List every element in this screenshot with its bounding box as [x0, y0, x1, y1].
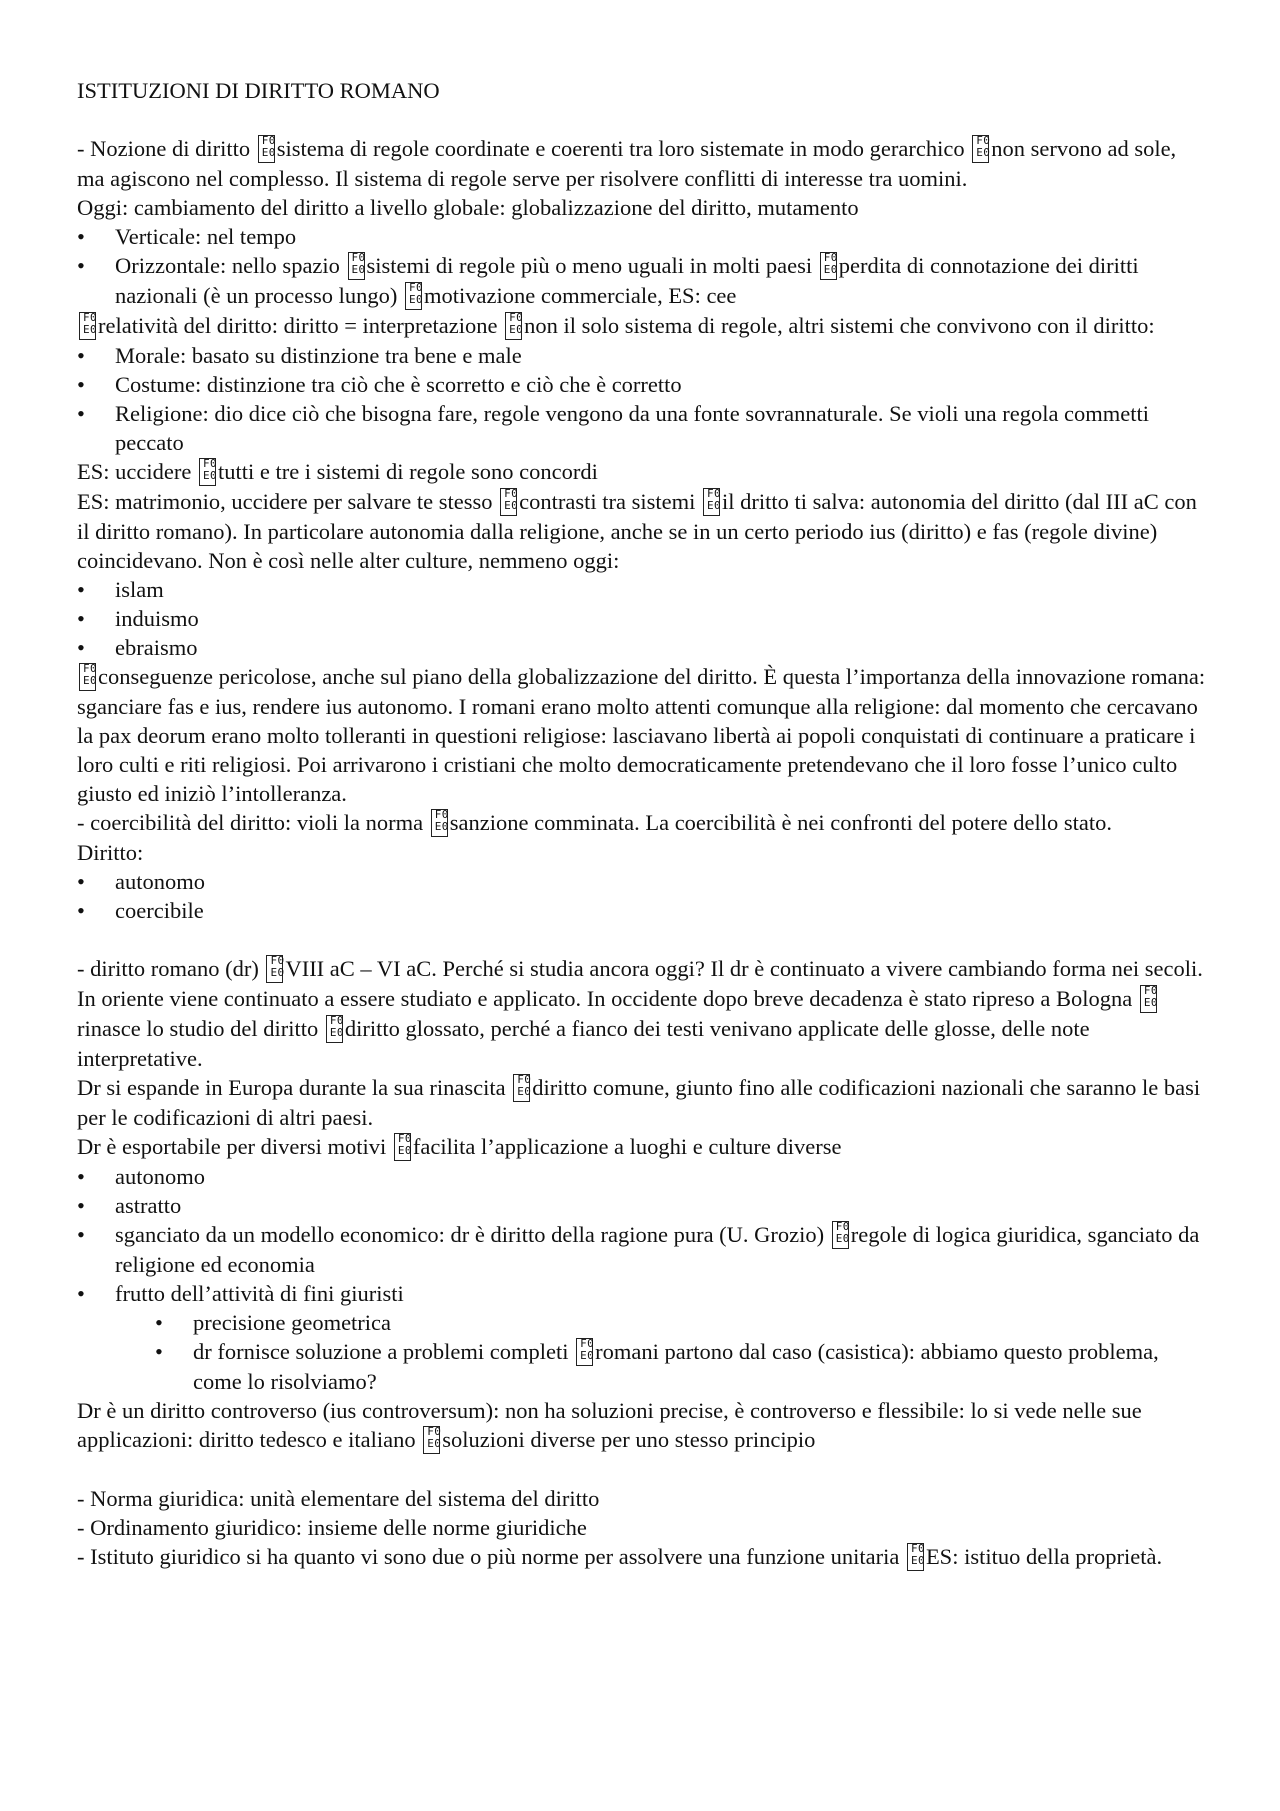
arrow-glyph-icon: F 0 E 0: [512, 1073, 531, 1103]
paragraph-es-uccidere: ES: uccidere F 0 E 0 tutti e tre i sistemi di regole sono concordi: [77, 457, 1207, 487]
list-item: • induismo: [77, 604, 1207, 633]
paragraph-diritto-romano: - diritto romano (dr) F 0 E 0 VIII aC – VI aC. Perché si studia ancora oggi? Il dr è continuato a vivere cambiando forma nei secoli. In oriente viene continuato a essere studiato e applicato. In occidente dopo breve decadenza è stato ripreso a Bologna F 0 E 0 rinasce lo studio del diritto F 0 E 0 diritto glossato, perché a fianco dei testi venivano applicate delle glosse, delle note interpretative.: [77, 954, 1203, 1071]
arrow-glyph-icon: F 0 E 0: [198, 457, 217, 487]
paragraph-diritto: Diritto:: [77, 840, 144, 865]
list-sistemi: [77, 341, 1207, 457]
arrow-glyph-icon: F 0 E 0: [393, 1132, 412, 1162]
list-item: • Morale: basato su distinzione tra bene e male: [77, 341, 1207, 370]
list-item: • autonomo: [77, 867, 1207, 896]
arrow-glyph-icon: F 0 E 0: [499, 487, 518, 517]
arrow-glyph-icon: F 0 E 0: [831, 1220, 850, 1250]
document-page: [77, 76, 1207, 1572]
arrow-glyph-icon: F 0 E 0: [430, 808, 449, 838]
arrow-glyph-icon: F 0 E 0: [347, 251, 366, 281]
arrow-glyph-icon: F 0 E 0: [971, 134, 990, 164]
arrow-glyph-icon: F 0 E 0: [265, 954, 284, 984]
list-item: • sganciato da un modello economico: dr è diritto della ragione pura (U. Grozio) F 0 E 0 regole di logica giuridica, sganciato da religione ed economia: [77, 1220, 1207, 1279]
paragraph-istituto: - Istituto giuridico si ha quanto vi sono due o più norme per assolvere una funzione unitaria F 0 E 0 ES: istituo della proprietà.: [77, 1542, 1207, 1572]
arrow-glyph-icon: F 0 E 0: [702, 487, 721, 517]
arrow-glyph-icon: F 0 E 0: [404, 281, 423, 311]
paragraph-conseguenze: F 0 E 0 conseguenze pericolose, anche sul piano della globalizzazione del diritto. È questa l’importanza della innovazione romana: sganciare fas e ius, rendere ius autonomo. I romani erano molto attenti comunque alla religione: dal momento che cercavano la pax deorum erano molto tolleranti in questioni religiose: lasciavano libertà ai popoli conquistati di continuare a praticare i loro culti e riti religiosi. Poi arrivarono i cristiani che molto democraticamente pretendevano che il loro fosse l’unico culto giusto ed iniziò l’intolleranza.: [77, 662, 1206, 806]
list-item: • Verticale: nel tempo: [77, 222, 1207, 251]
arrow-glyph-icon: F 0 E 0: [906, 1542, 925, 1572]
arrow-glyph-icon: F 0 E 0: [1139, 984, 1158, 1014]
list-religioni: [77, 575, 1207, 662]
list-item: • Orizzontale: nello spazio F 0 E 0 sistemi di regole più o meno uguali in molti paesi F 0 E 0 perdita di connotazione dei diritti nazionali (è un processo lungo) F 0 E 0 motivazione commerciale, ES: cee: [77, 251, 1207, 311]
list-item: • dr fornisce soluzione a problemi completi F 0 E 0 romani partono dal caso (casistica): abbiamo questo problema, come lo risolviamo?: [155, 1337, 1207, 1396]
list-item: • autonomo: [77, 1162, 1207, 1191]
paragraph-coercibilita: - coercibilità del diritto: violi la norma F 0 E 0 sanzione comminata. La coercibilità è nei confronti del potere dello stato.: [77, 808, 1207, 838]
paragraph-nozione: - Nozione di diritto F 0 E 0 sistema di regole coordinate e coerenti tra loro sistemate in modo gerarchico F 0 E 0 non servono ad sole, ma agiscono nel complesso. Il sistema di regole serve per risolvere conflitti di interesse tra uomini.: [77, 134, 1177, 191]
paragraph-ordinamento: - Ordinamento giuridico: insieme delle norme giuridiche: [77, 1515, 587, 1540]
arrow-glyph-icon: F 0 E 0: [422, 1425, 441, 1455]
list-item: • Costume: distinzione tra ciò che è scorretto e ciò che è corretto: [77, 370, 1207, 399]
spacer: [77, 1455, 1207, 1484]
list-diritto: [77, 867, 1207, 925]
paragraph-relativita: F 0 E 0 relatività del diritto: diritto = interpretazione F 0 E 0 non il solo sistema di regole, altri sistemi che convivono con il diritto:: [77, 311, 1207, 341]
paragraph-norma: - Norma giuridica: unità elementare del sistema del diritto: [77, 1486, 600, 1511]
arrow-glyph-icon: F 0 E 0: [819, 251, 838, 281]
arrow-glyph-icon: F 0 E 0: [504, 311, 523, 341]
paragraph-espansione: Dr si espande in Europa durante la sua rinascita F 0 E 0 diritto comune, giunto fino alle codificazioni nazionali che saranno le basi per le codificazioni di altri paesi.: [77, 1073, 1201, 1130]
paragraph-esportabile: Dr è esportabile per diversi motivi F 0 E 0 facilita l’applicazione a luoghi e culture diverse: [77, 1132, 1207, 1162]
arrow-glyph-icon: F 0 E 0: [325, 1014, 344, 1044]
paragraph-controverso: Dr è un diritto controverso (ius controversum): non ha soluzioni precise, è controverso e flessibile: lo si vede nelle sue applicazioni: diritto tedesco e italiano F 0 E 0 soluzioni diverse per uno stesso principio: [77, 1396, 1207, 1455]
list-item: • precisione geometrica: [155, 1308, 1207, 1337]
paragraph-es-matrimonio: ES: matrimonio, uccidere per salvare te stesso F 0 E 0 contrasti tra sistemi F 0 E 0 il dritto ti salva: autonomia del diritto (dal III aC con il diritto romano). In particolare autonomia dalla religione, anche se in un certo periodo ius (diritto) e fas (regole divine) coincidevano. Non è così nelle alter culture, nemmeno oggi:: [77, 487, 1197, 573]
list-item: • Religione: dio dice ciò che bisogna fare, regole vengono da una fonte sovrannaturale. Se violi una regola commetti peccato: [77, 399, 1207, 457]
spacer: [77, 925, 1207, 954]
list-item: • frutto dell’attività di fini giuristi: [77, 1279, 1207, 1308]
arrow-glyph-icon: F 0 E 0: [575, 1337, 594, 1367]
page-title: ISTITUZIONI DI DIRITTO ROMANO: [77, 78, 440, 103]
arrow-glyph-icon: F 0 E 0: [257, 134, 276, 164]
list-item: • coercibile: [77, 896, 1207, 925]
sublist-giuristi: [77, 1308, 1207, 1396]
list-item: • islam: [77, 575, 1207, 604]
list-mutamento: [77, 222, 1207, 311]
list-motivi: [77, 1162, 1207, 1308]
list-item: • ebraismo: [77, 633, 1207, 662]
arrow-glyph-icon: F 0 E 0: [78, 662, 97, 692]
paragraph-oggi: Oggi: cambiamento del diritto a livello globale: globalizzazione del diritto, mutamento: [77, 195, 859, 220]
list-item: • astratto: [77, 1191, 1207, 1220]
arrow-glyph-icon: F 0 E 0: [78, 311, 97, 341]
